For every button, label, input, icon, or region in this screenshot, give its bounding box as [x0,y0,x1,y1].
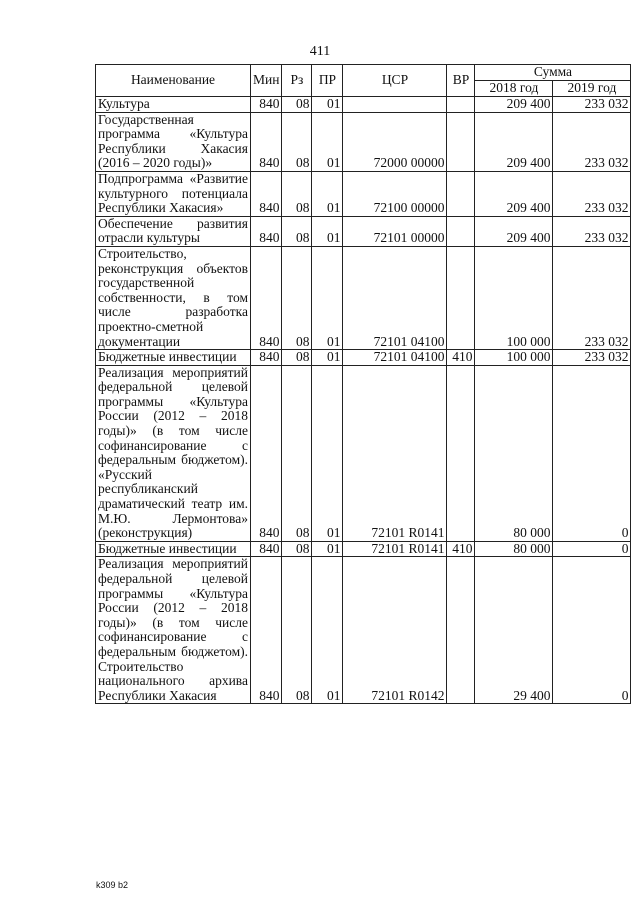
cell-csr: 72101 04100 [343,246,447,349]
cell-sum-2018: 100 000 [475,350,553,366]
cell-min: 840 [251,541,282,557]
cell-sum-2018: 80 000 [475,365,553,541]
cell-sum-2018: 209 400 [475,112,553,171]
cell-rz: 08 [282,112,312,171]
cell-pr: 01 [312,216,343,246]
cell-csr [343,97,447,113]
header-rz: Рз [282,65,312,97]
cell-name: Реализация мероприятий федеральной целевой программы «Культура России (2012 – 2018 годы)» (в том числе софинансирование с федеральным бюджетом). «Русский республиканский драматический театр им. М.Ю. Лермонтова» (реконструкция) [96,365,251,541]
cell-min: 840 [251,171,282,216]
cell-sum-2018: 100 000 [475,246,553,349]
header-csr: ЦСР [343,65,447,97]
cell-sum-2019: 233 032 [553,97,631,113]
header-min: Мин [251,65,282,97]
cell-vr [447,112,475,171]
cell-pr: 01 [312,557,343,704]
cell-vr [447,171,475,216]
cell-sum-2019: 233 032 [553,112,631,171]
header-pr: ПР [312,65,343,97]
cell-pr: 01 [312,112,343,171]
cell-sum-2019: 0 [553,365,631,541]
cell-min: 840 [251,216,282,246]
cell-rz: 08 [282,171,312,216]
table-row [96,171,631,216]
table-row [96,112,631,171]
cell-rz: 08 [282,246,312,349]
cell-min: 840 [251,97,282,113]
cell-csr: 72101 R0142 [343,557,447,704]
cell-vr [447,557,475,704]
budget-table [95,64,631,704]
cell-vr: 410 [447,541,475,557]
cell-vr [447,216,475,246]
cell-sum-2018: 209 400 [475,97,553,113]
cell-pr: 01 [312,171,343,216]
table-row [96,350,631,366]
cell-vr [447,365,475,541]
cell-sum-2019: 233 032 [553,171,631,216]
cell-min: 840 [251,557,282,704]
cell-sum-2019: 233 032 [553,350,631,366]
cell-csr: 72101 04100 [343,350,447,366]
cell-rz: 08 [282,350,312,366]
cell-csr: 72101 R0141 [343,541,447,557]
cell-name: Государственная программа «Культура Республики Хакасия (2016 – 2020 годы)» [96,112,251,171]
cell-name: Подпрограмма «Развитие культурного потенциала Республики Хакасия» [96,171,251,216]
cell-sum-2018: 80 000 [475,541,553,557]
cell-vr: 410 [447,350,475,366]
table-row [96,365,631,541]
cell-pr: 01 [312,97,343,113]
cell-rz: 08 [282,557,312,704]
cell-pr: 01 [312,246,343,349]
cell-csr: 72000 00000 [343,112,447,171]
cell-min: 840 [251,112,282,171]
header-vr: ВР [447,65,475,97]
cell-name: Бюджетные инвестиции [96,541,251,557]
cell-sum-2019: 233 032 [553,246,631,349]
cell-sum-2019: 233 032 [553,216,631,246]
header-sum: Сумма [475,65,631,81]
cell-sum-2018: 29 400 [475,557,553,704]
table-row [96,541,631,557]
cell-min: 840 [251,246,282,349]
cell-name: Культура [96,97,251,113]
cell-csr: 72101 00000 [343,216,447,246]
cell-pr: 01 [312,541,343,557]
cell-sum-2018: 209 400 [475,216,553,246]
cell-pr: 01 [312,365,343,541]
cell-sum-2019: 0 [553,541,631,557]
header-name: Наименование [96,65,251,97]
cell-min: 840 [251,350,282,366]
table-row [96,557,631,704]
cell-name: Строительство, реконструкция объектов государственной собственности, в том числе разработка проектно-сметной документации [96,246,251,349]
cell-sum-2019: 0 [553,557,631,704]
cell-min: 840 [251,365,282,541]
cell-name: Бюджетные инвестиции [96,350,251,366]
cell-csr: 72100 00000 [343,171,447,216]
cell-rz: 08 [282,541,312,557]
footer-code: k309 b2 [96,880,129,890]
cell-rz: 08 [282,97,312,113]
cell-rz: 08 [282,216,312,246]
cell-name: Обеспечение развития отрасли культуры [96,216,251,246]
table-row [96,246,631,349]
cell-csr: 72101 R0141 [343,365,447,541]
table-row [96,216,631,246]
cell-rz: 08 [282,365,312,541]
table-row [96,97,631,113]
cell-vr [447,97,475,113]
page-number: 411 [309,44,331,59]
cell-sum-2018: 209 400 [475,171,553,216]
header-year-2019: 2019 год [553,81,631,97]
table-body [96,97,631,704]
header-year-2018: 2018 год [475,81,553,97]
cell-pr: 01 [312,350,343,366]
cell-name: Реализация мероприятий федеральной целевой программы «Культура России (2012 – 2018 годы)» (в том числе софинансирование с федеральным бюджетом). Строительство национального архива Республики Хакасия [96,557,251,704]
cell-vr [447,246,475,349]
